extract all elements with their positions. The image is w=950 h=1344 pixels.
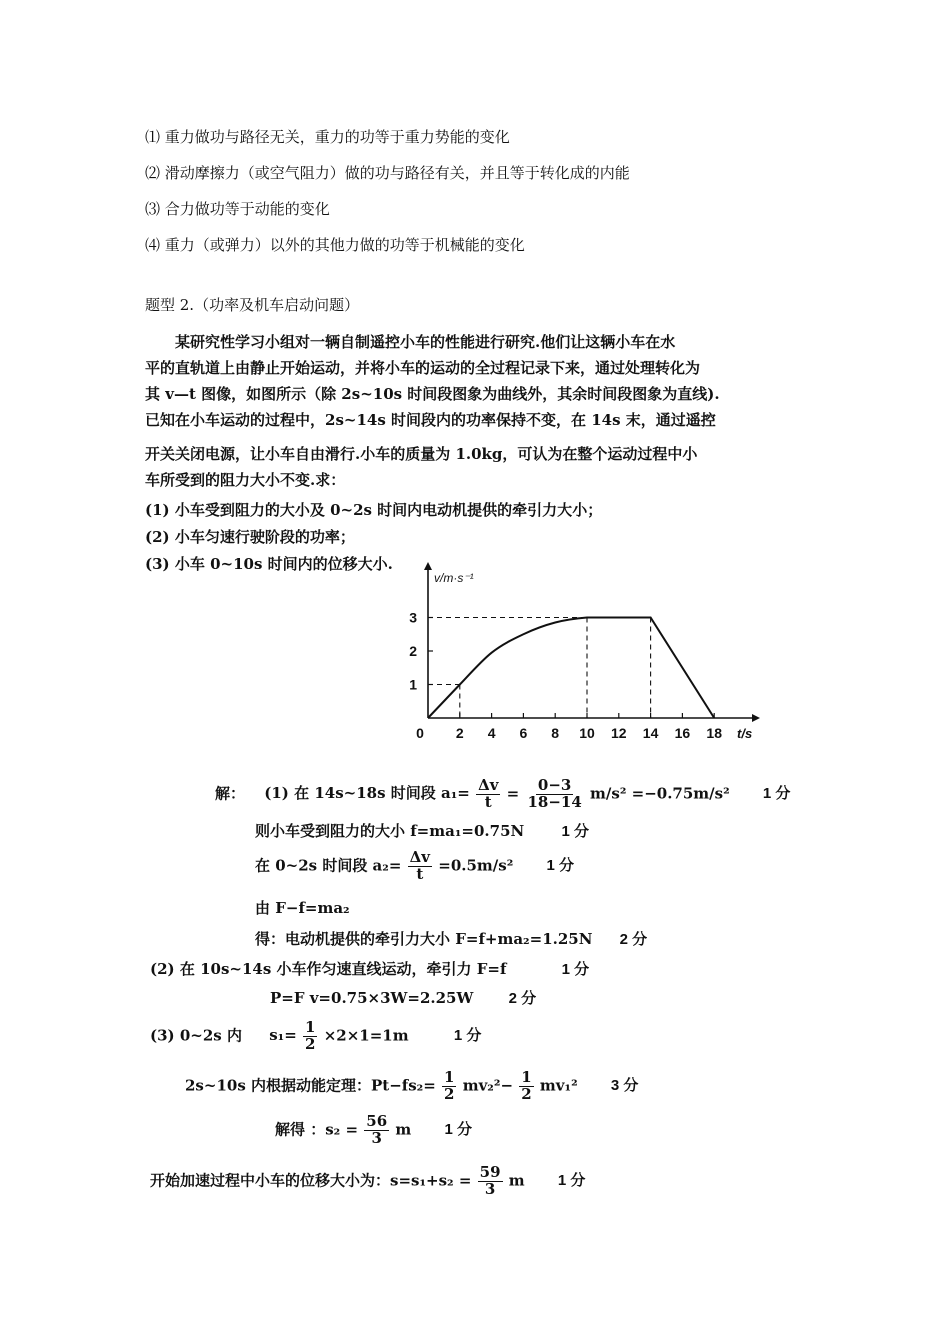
- y-axis-label: v/m·s⁻¹: [434, 571, 474, 585]
- score: 1 分: [557, 1172, 586, 1190]
- question-3: (3) 小车 0~10s 时间内的位移大小.: [145, 555, 393, 573]
- solution-q3-line-3: [275, 1114, 472, 1147]
- final-pre: 开始加速过程中小车的位移大小为：s=s₁+s₂ =: [150, 1171, 472, 1190]
- solution-q2-line-1: [150, 958, 589, 979]
- problem-line: 某研究性学习小组对一辆自制遥控小车的性能进行研究.他们让这辆小车在水: [175, 333, 676, 351]
- x-tick-label: 0: [416, 725, 424, 741]
- score: 3 分: [610, 1077, 639, 1095]
- solution-q2-text: (2) 在 10s~14s 小车作匀速直线运动，牵引力 F=f: [150, 960, 507, 978]
- solution-p3-tail: =0.5m/s²: [438, 856, 514, 875]
- solution-q3-intro: (3) 0~2s 内: [150, 1026, 242, 1045]
- final-tail: m: [508, 1171, 525, 1190]
- problem-line: 平的直轨道上由静止开始运动，并将小车的运动的全过程记录下来，通过处理转化为: [145, 359, 701, 377]
- solution-line-5: [255, 928, 647, 949]
- fraction: [364, 1114, 389, 1147]
- fraction: [519, 1070, 533, 1103]
- y-tick-label: 2: [409, 643, 417, 659]
- frac-num: 0−3: [537, 776, 572, 794]
- q3-line3-tail: m: [395, 1120, 412, 1139]
- score: 2 分: [619, 931, 648, 948]
- x-tick-label: 8: [551, 725, 560, 741]
- x-tick-label: 10: [579, 725, 595, 741]
- solution-p1-tail: m/s² =−0.75m/s²: [590, 784, 730, 803]
- frac-den: 18−14: [527, 792, 582, 811]
- x-tick-label: 4: [487, 725, 496, 741]
- fraction: [478, 1165, 503, 1198]
- fraction: [408, 850, 432, 883]
- conclusion-2: ⑵ 滑动摩擦力（或空气阻力）做的功与路径有关，并且等于转化成的内能: [145, 164, 630, 182]
- y-tick-label: 3: [409, 609, 417, 626]
- q3-line2-mid: mv₂²−: [462, 1076, 514, 1095]
- x-tick-label: 14: [642, 725, 659, 741]
- solution-p1-intro: (1) 在 14s~18s 时间段 a₁=: [264, 784, 470, 803]
- x-tick-label: 12: [611, 725, 627, 741]
- problem-line: 其 v—t 图像，如图所示（除 2s~10s 时间段图象为曲线外，其余时间段图象为直线).: [145, 385, 720, 403]
- x-tick-label: 6: [519, 725, 528, 741]
- frac-num: Δv: [478, 776, 499, 794]
- y-axis-arrow: [424, 562, 432, 570]
- conclusion-4: ⑷ 重力（或弹力）以外的其他力做的功等于机械能的变化: [145, 236, 525, 254]
- x-tick-label: 2: [455, 725, 464, 741]
- x-axis-label: t/s: [737, 726, 753, 741]
- solution-line-3: [255, 850, 574, 883]
- frac-den: t: [416, 864, 424, 883]
- section-title: 题型 2.（功率及机车启动问题）: [145, 296, 360, 314]
- conclusion-1: ⑴ 重力做功与路径无关，重力的功等于重力势能的变化: [145, 128, 510, 146]
- frac-num: 1: [305, 1018, 316, 1036]
- y-tick-label: 1: [409, 676, 417, 693]
- score: 2 分: [508, 990, 537, 1007]
- question-1: (1) 小车受到阻力的大小及 0~2s 时间内电动机提供的牵引力大小；: [145, 501, 603, 519]
- frac-num: 56: [366, 1112, 388, 1130]
- fraction: [442, 1070, 456, 1103]
- solution-p3-intro: 在 0~2s 时间段 a₂=: [255, 856, 402, 875]
- solution-label: 解：: [215, 784, 246, 803]
- frac-den: 2: [521, 1084, 532, 1103]
- solution-p4: 由 F−f=ma₂: [255, 899, 350, 917]
- frac-den: t: [484, 792, 492, 811]
- solution-q3-line-2: [185, 1070, 638, 1103]
- question-2: (2) 小车匀速行驶阶段的功率；: [145, 528, 355, 546]
- score: 1 分: [561, 961, 590, 978]
- solution-q2-line-2: [270, 987, 536, 1008]
- frac-den: 2: [305, 1034, 316, 1053]
- s1-tail: ×2×1=1m: [323, 1026, 409, 1045]
- frac-num: Δv: [409, 848, 431, 866]
- solution-line-2: [255, 820, 589, 841]
- fraction: [303, 1020, 317, 1053]
- q3-line2-tail: mv₁²: [539, 1076, 578, 1095]
- problem-line: 车所受到的阻力大小不变.求：: [145, 471, 346, 489]
- fraction: [476, 778, 500, 811]
- solution-line-1: [215, 778, 790, 811]
- frac-num: 1: [444, 1068, 455, 1086]
- x-axis-arrow: [752, 714, 760, 722]
- score: 1 分: [762, 785, 791, 803]
- fraction: [525, 778, 583, 811]
- x-tick-label: 18: [706, 725, 722, 741]
- x-tick-label: 16: [674, 725, 691, 741]
- q3-line3-pre: 解得 ：s₂ =: [275, 1120, 359, 1139]
- frac-num: 1: [521, 1068, 532, 1086]
- s1-pre: s₁=: [269, 1026, 297, 1045]
- frac-den: 3: [371, 1128, 382, 1147]
- solution-p2: 则小车受到阻力的大小 f=ma₁=0.75N: [255, 822, 525, 840]
- score: 1 分: [546, 857, 575, 875]
- frac-den: 2: [444, 1084, 455, 1103]
- score: 1 分: [561, 823, 589, 840]
- q3-line2-pre: 2s~10s 内根据动能定理：Pt−fs₂=: [185, 1076, 436, 1095]
- series-line: [428, 618, 714, 719]
- score: 1 分: [444, 1121, 472, 1139]
- solution-q2-text: P=F v=0.75×3W=2.25W: [270, 989, 474, 1007]
- problem-line: 已知在小车运动的过程中，2s~14s 时间段内的功率保持不变，在 14s 末，通过遥控: [145, 411, 716, 429]
- equals: =: [506, 784, 520, 803]
- solution-q3-line-1: [150, 1020, 481, 1053]
- conclusion-3: ⑶ 合力做功等于动能的变化: [145, 200, 330, 218]
- problem-line: 开关关闭电源，让小车自由滑行.小车的质量为 1.0kg，可认为在整个运动过程中小: [145, 445, 698, 463]
- solution-p5: 得：电动机提供的牵引力大小 F=f+ma₂=1.25N: [255, 930, 593, 948]
- solution-final-line: [150, 1165, 585, 1198]
- score: 1 分: [453, 1027, 482, 1045]
- frac-num: 59: [479, 1163, 501, 1181]
- frac-den: 3: [484, 1179, 496, 1198]
